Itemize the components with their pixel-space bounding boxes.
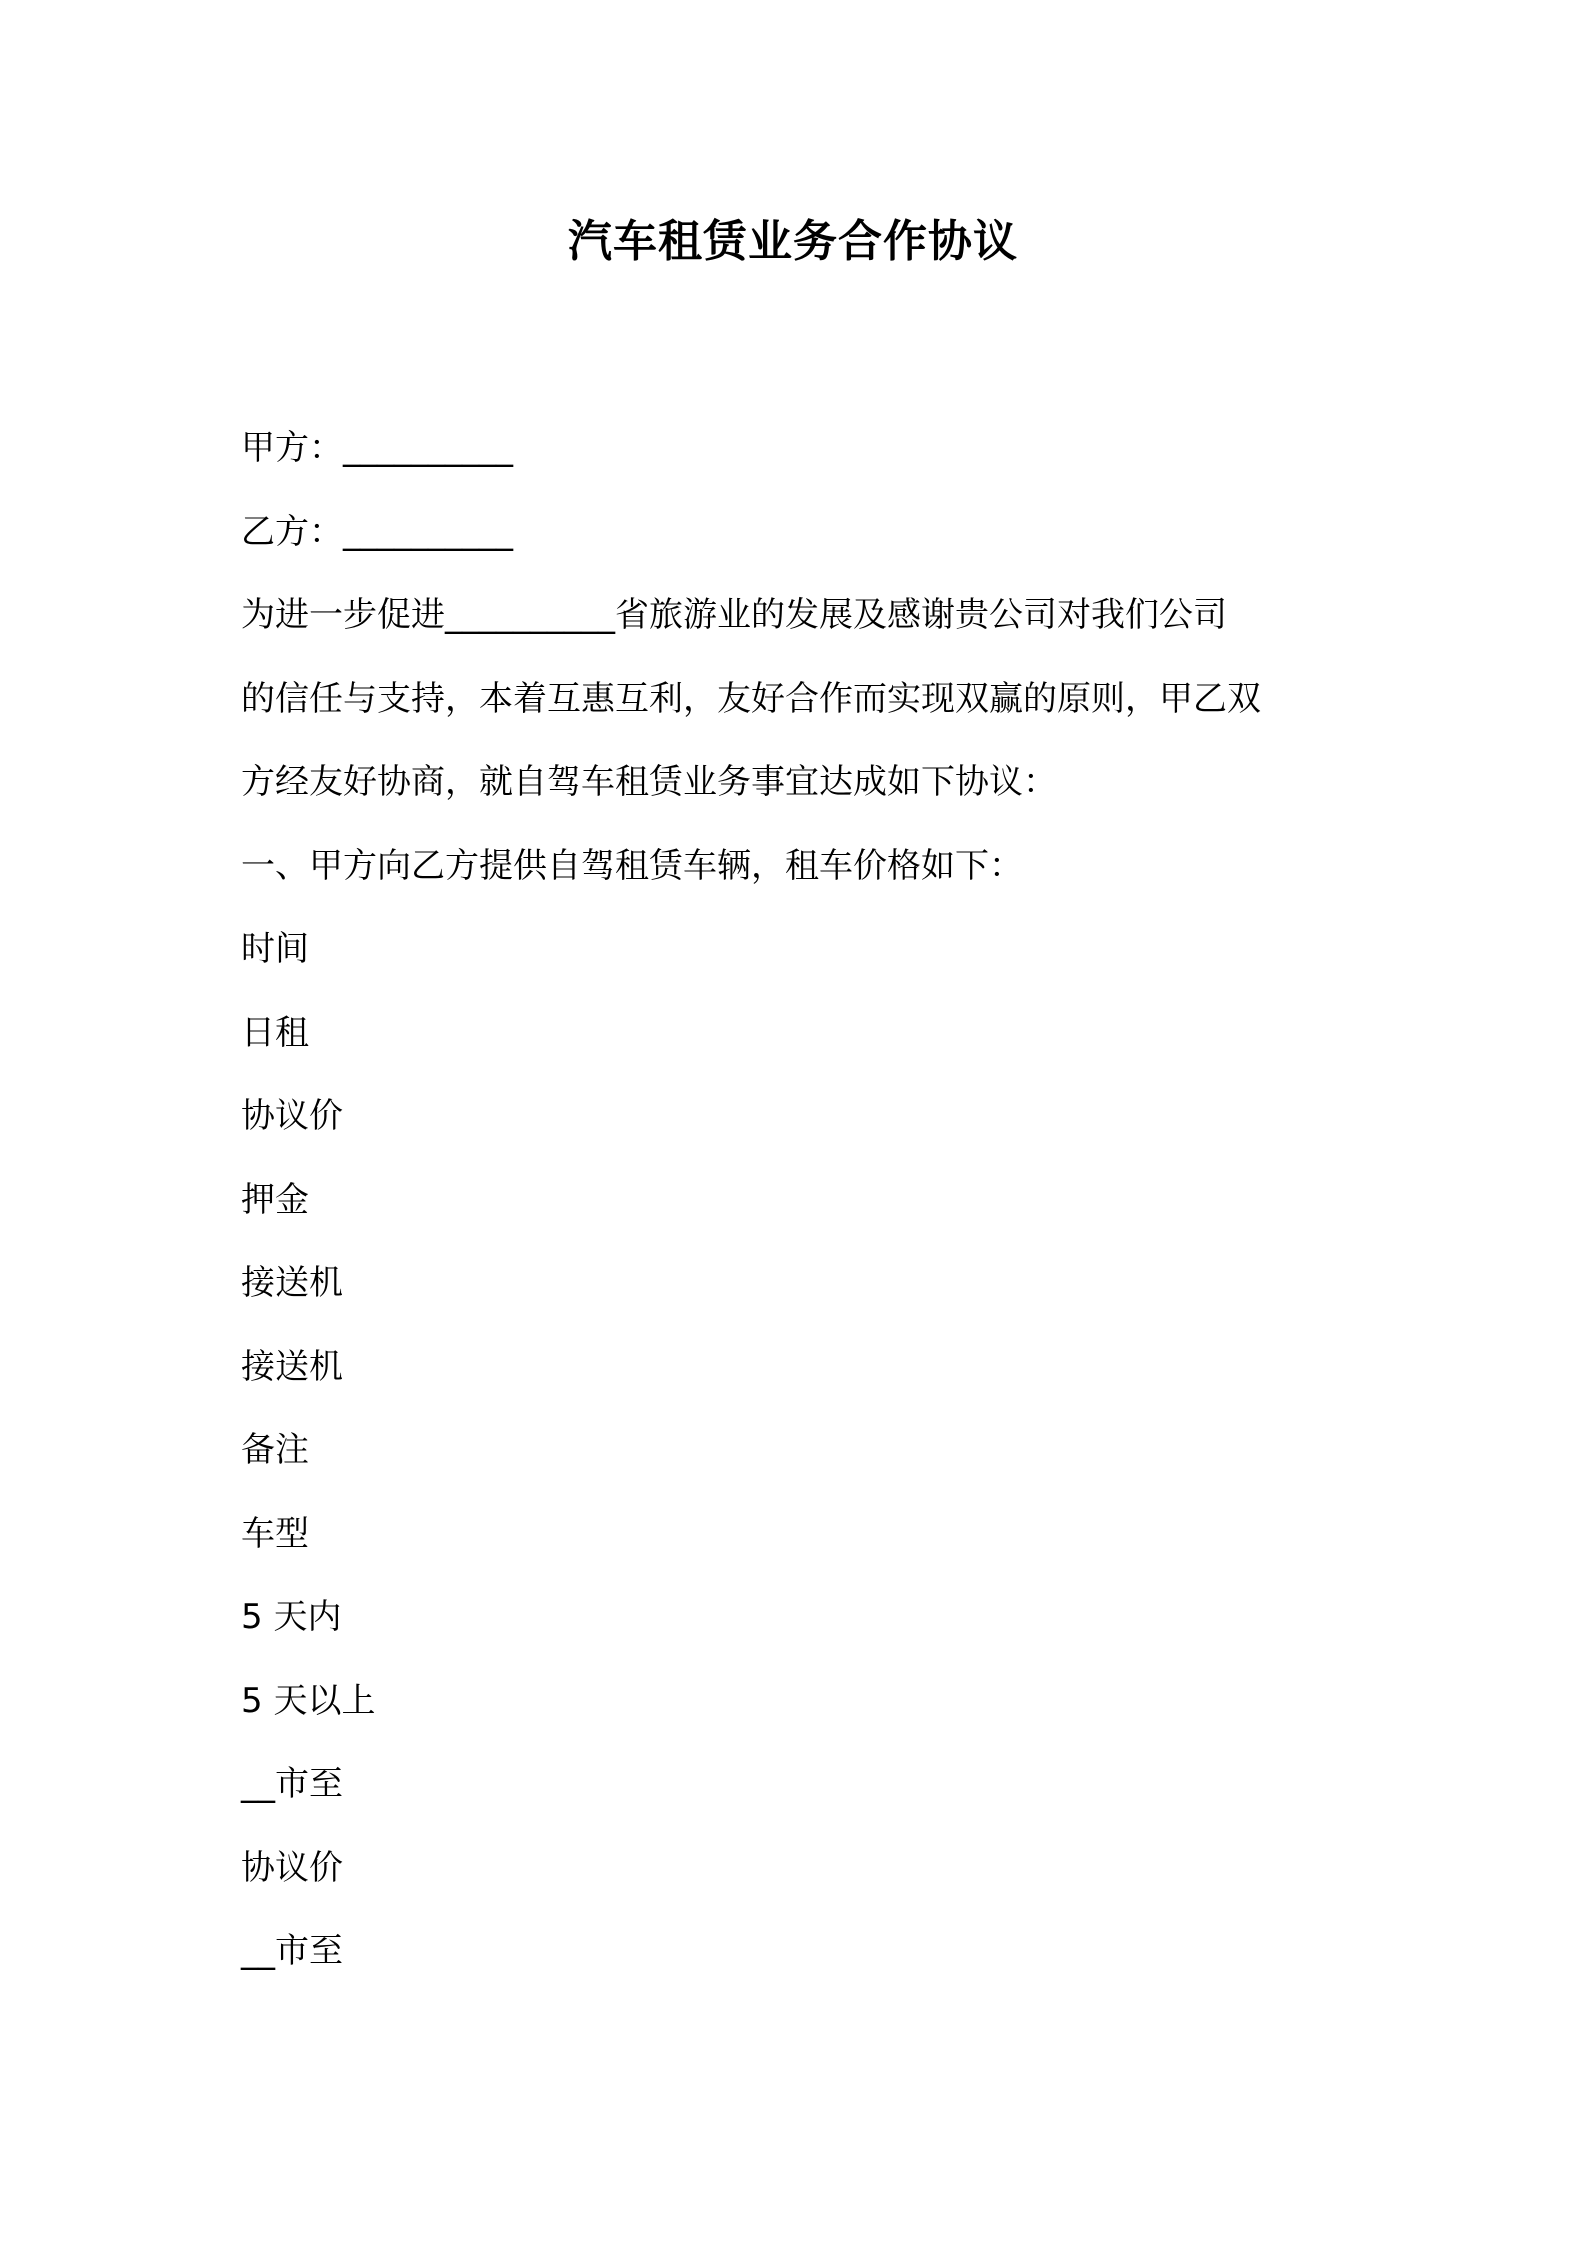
- price-item-over-5-days: 5 天以上: [241, 1680, 376, 1721]
- price-item-agreed-price-2: 协议价: [241, 1847, 343, 1888]
- party-b-line: 乙方：__________: [241, 511, 513, 552]
- price-item-airport-transfer-2: 接送机: [241, 1346, 343, 1387]
- clause-one-heading: 一、甲方向乙方提供自驾租赁车辆，租车价格如下：: [241, 845, 1023, 886]
- price-item-daily-rent: 日租: [241, 1012, 309, 1053]
- price-item-city-to-1: __市至: [241, 1764, 343, 1804]
- party-a-line: 甲方：__________: [241, 428, 513, 468]
- document-body: [241, 407, 1371, 1994]
- document-title: 汽车租赁业务合作协议: [568, 216, 1018, 267]
- preamble-line-3: 方经友好协商，就自驾车租赁业务事宜达成如下协议：: [241, 762, 1057, 802]
- preamble-line-1: 为进一步促进__________省旅游业的发展及感谢贵公司对我们公司: [241, 595, 1227, 635]
- price-item-remarks: 备注: [241, 1430, 309, 1470]
- price-item-deposit: 押金: [241, 1179, 309, 1220]
- preamble-line-2: 的信任与支持，本着互惠互利，友好合作而实现双赢的原则，甲乙双: [241, 678, 1261, 719]
- price-item-car-model: 车型: [241, 1513, 309, 1554]
- price-item-airport-transfer-1: 接送机: [241, 1263, 343, 1303]
- price-item-time: 时间: [241, 929, 309, 969]
- price-item-within-5-days: 5 天内: [241, 1597, 342, 1637]
- price-item-city-to-2: __市至: [241, 1931, 343, 1971]
- price-item-agreed-price: 协议价: [241, 1096, 343, 1136]
